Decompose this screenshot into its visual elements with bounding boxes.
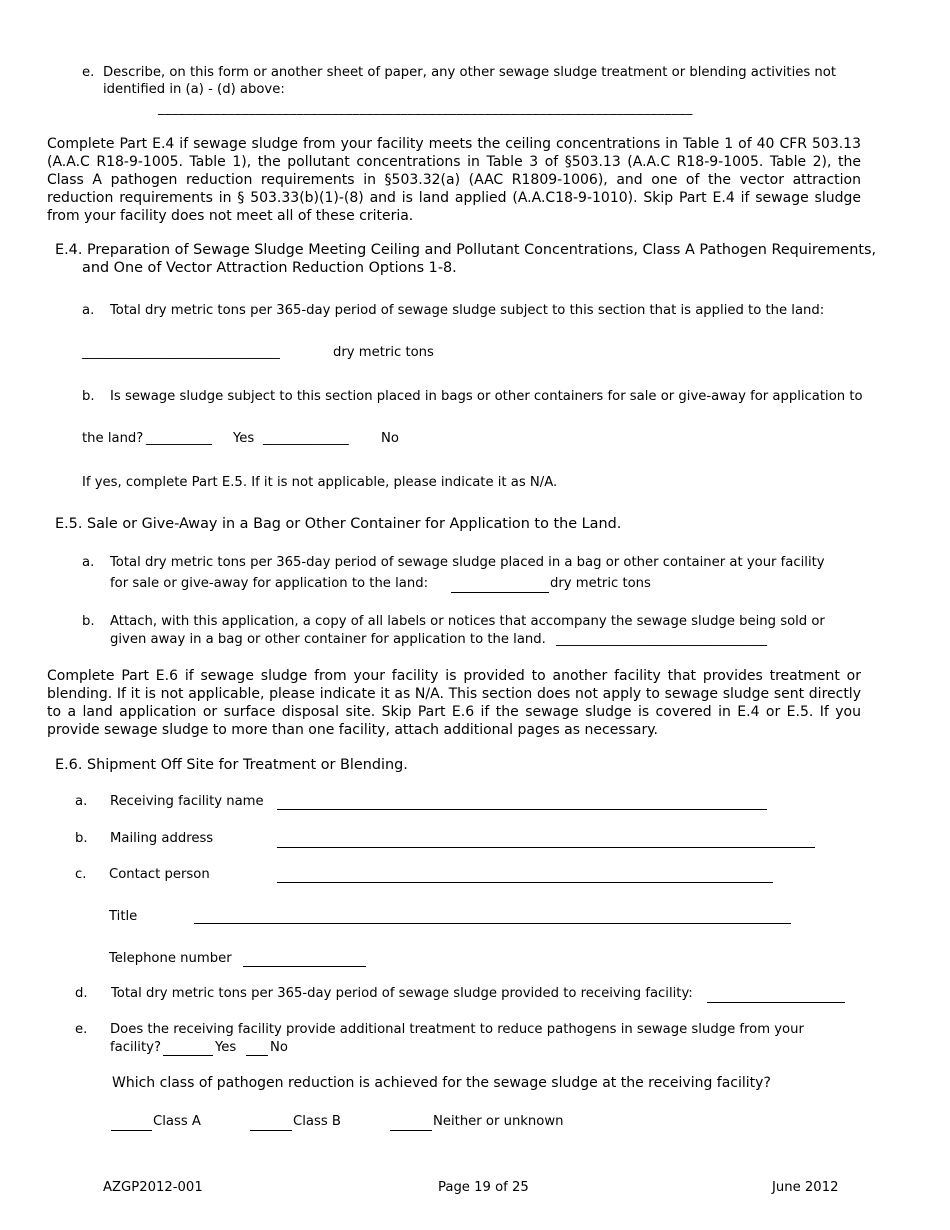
e6-e-yes-blank[interactable] (163, 1055, 213, 1056)
e6-b-label: b. (75, 831, 88, 846)
e5-a-line2: for sale or give-away for application to the land: (110, 576, 429, 591)
e6-question: Which class of pathogen reduction is achieved for the sewage sludge at the receiving facility? (112, 1075, 771, 1091)
e4-b-no: No (381, 431, 399, 446)
footer-doc-id: AZGP2012-001 (103, 1180, 203, 1195)
neither-blank[interactable] (390, 1130, 432, 1131)
e6-telephone-label: Telephone number (109, 951, 232, 966)
receiving-facility-name-field[interactable] (277, 809, 767, 810)
e6-e-no-blank[interactable] (246, 1055, 268, 1056)
e5-heading: E.5. Sale or Give-Away in a Bag or Other Container for Application to the Land. (55, 516, 622, 532)
item-e-label: e. (82, 65, 95, 80)
e4-heading-line2: and One of Vector Attraction Reduction Options 1-8. (82, 260, 457, 276)
e4-a-blank[interactable]: ______________________________ (82, 345, 280, 360)
e4-b-text: Is sewage sludge subject to this section placed in bags or other containers for sale or give-away for application to (110, 389, 863, 404)
e6-a-text: Receiving facility name (110, 794, 264, 809)
item-e-text-line2: identified in (a) - (d) above: (103, 82, 285, 97)
e6-b-text: Mailing address (110, 831, 214, 846)
e4-a-text: Total dry metric tons per 365-day period of sewage sludge subject to this section that is applied to the land: (110, 303, 825, 318)
e5-a-label: a. (82, 555, 95, 570)
e6-neither: Neither or unknown (433, 1114, 564, 1129)
e6-a-label: a. (75, 794, 88, 809)
item-e-blank[interactable]: _____________________________________________________________________________ (158, 101, 693, 116)
e5-b-line2: given away in a bag or other container for application to the land. (110, 632, 546, 647)
e4-heading-line1: E.4. Preparation of Sewage Sludge Meeting Ceiling and Pollutant Concentrations, Class A Pathogen Requirements, (55, 242, 877, 258)
telephone-field[interactable] (243, 966, 366, 967)
e4-b-line2-prefix: the land? (82, 431, 144, 446)
intro-e6-paragraph: Complete Part E.6 if sewage sludge from your facility is provided to another facility that provides treatment or blending. If it is not applicable, please indicate it as N/A. This section does not apply to sewage sludge sent directly to a land application or surface disposal site. Skip Part E.6 if the sewage sludge is covered in E.4 or E.5. If you provide sewage sludge to more than one facility, attach additional pages as necessary. (47, 668, 861, 738)
receiving-tons-field[interactable] (707, 1002, 845, 1003)
intro-e4-paragraph: Complete Part E.4 if sewage sludge from your facility meets the ceiling concentrations in Table 1 of 40 CFR 503.13 (A.A.C R18-9-1005. Table 1), the pollutant concentrations in Table 3 of §503.13 (A.A.C R18-9-1005. Table 2), the Class A pathogen reduction requirements in §503.32(a) (AAC R1809-1006), and one of the vector attraction reduction requirements in § 503.33(b)(1)-(8) and is land applied (A.A.C18-9-1010). Skip Part E.4 if sewage sludge from your facility does not meet all of these criteria. (47, 136, 861, 224)
e4-b-yes: Yes (233, 431, 255, 446)
e6-e-yes: Yes (215, 1040, 237, 1055)
e6-e-label: e. (75, 1022, 88, 1037)
class-b-blank[interactable] (250, 1130, 292, 1131)
e6-title-label: Title (109, 909, 138, 924)
e5-b-line1: Attach, with this application, a copy of all labels or notices that accompany the sewage sludge being sold or (110, 614, 825, 629)
e6-class-b: Class B (293, 1114, 341, 1129)
e4-b-no-blank[interactable]: _____________ (263, 431, 349, 446)
e6-e-no: No (270, 1040, 288, 1055)
e5-b-label: b. (82, 614, 95, 629)
e4-b-yes-blank[interactable]: __________ (146, 431, 212, 446)
e6-d-text: Total dry metric tons per 365-day period of sewage sludge provided to receiving facility: (111, 986, 693, 1001)
e6-e-line2-prefix: facility? (110, 1040, 161, 1055)
footer-page-number: Page 19 of 25 (438, 1180, 529, 1195)
mailing-address-field[interactable] (277, 847, 815, 848)
e5-a-blank[interactable] (451, 592, 549, 593)
e5-b-blank[interactable]: ________________________________ (556, 632, 767, 647)
e5-a-unit: dry metric tons (550, 576, 651, 591)
contact-person-field[interactable] (277, 882, 773, 883)
title-field[interactable] (194, 923, 791, 924)
e5-a-line1: Total dry metric tons per 365-day period of sewage sludge placed in a bag or other container at your facility (110, 555, 825, 570)
e4-a-label: a. (82, 303, 95, 318)
e6-e-line1: Does the receiving facility provide additional treatment to reduce pathogens in sewage sludge from your (110, 1022, 804, 1037)
e6-d-label: d. (75, 986, 88, 1001)
e4-a-unit: dry metric tons (333, 345, 434, 360)
e4-note: If yes, complete Part E.5. If it is not applicable, please indicate it as N/A. (82, 475, 558, 490)
e4-b-label: b. (82, 389, 95, 404)
class-a-blank[interactable] (111, 1130, 152, 1131)
e6-heading: E.6. Shipment Off Site for Treatment or Blending. (55, 757, 408, 773)
footer-date: June 2012 (772, 1180, 839, 1195)
e6-c-text: Contact person (109, 867, 210, 882)
e6-c-label: c. (75, 867, 87, 882)
e6-class-a: Class A (153, 1114, 201, 1129)
item-e-text-line1: Describe, on this form or another sheet of paper, any other sewage sludge treatment or blending activities not (103, 65, 837, 80)
